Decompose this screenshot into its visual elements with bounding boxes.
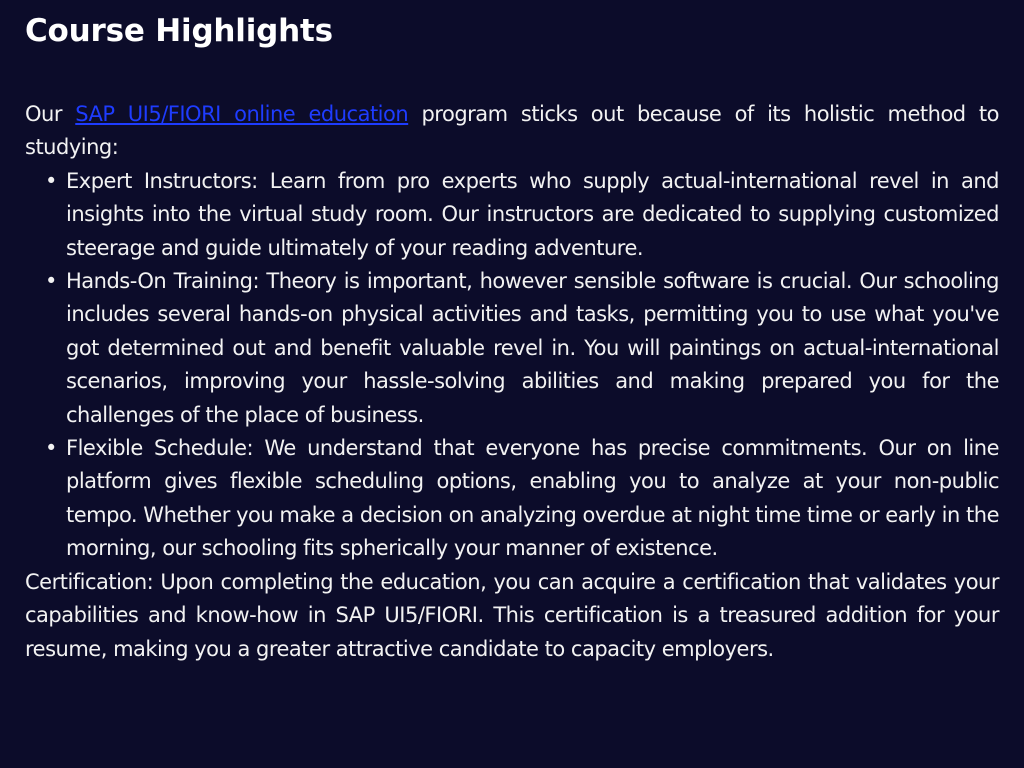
- bullet-icon: •: [45, 436, 57, 461]
- intro-prefix: Our: [25, 102, 62, 126]
- list-item: [45, 265, 999, 432]
- bullet-icon: •: [45, 168, 57, 193]
- highlight-text: Flexible Schedule: We understand that everyone has precise commitments. Our on line platform gives flexible scheduling options, enabling you to analyze at your non-public tempo. Whether you make a decision on analyzing overdue at night time time or early in the morning, our schooling fits spherically your manner of existence.: [66, 436, 999, 561]
- intro-paragraph: [25, 98, 999, 165]
- highlights-list: [25, 165, 999, 566]
- list-item: [45, 165, 999, 265]
- body-content: [25, 98, 999, 666]
- bullet-icon: •: [45, 269, 57, 294]
- list-item: [45, 432, 999, 566]
- highlight-text: Hands-On Training: Theory is important, however sensible software is crucial. Our schooling includes several hands-on physical activities and tasks, permitting you to use what you've got determined out and benefit valuable revel in. You will paintings on actual-international scenarios, improving your hassle-solving abilities and making prepared you for the challenges of the place of business.: [66, 269, 999, 427]
- highlight-text: Expert Instructors: Learn from pro experts who supply actual-international revel in and insights into the virtual study room. Our instructors are dedicated to supplying customized steerage and guide ultimately of your reading adventure.: [66, 168, 999, 260]
- page-title: Course Highlights: [25, 13, 333, 49]
- certification-paragraph: Certification: Upon completing the education, you can acquire a certification that validates your capabilities and know-how in SAP UI5/FIORI. This certification is a treasured addition for your resume, making you a greater attractive candidate to capacity employers.: [25, 569, 999, 661]
- course-link[interactable]: SAP UI5/FIORI online education: [75, 102, 409, 126]
- intro-suffix: program sticks out because of its holistic method to studying:: [25, 102, 999, 160]
